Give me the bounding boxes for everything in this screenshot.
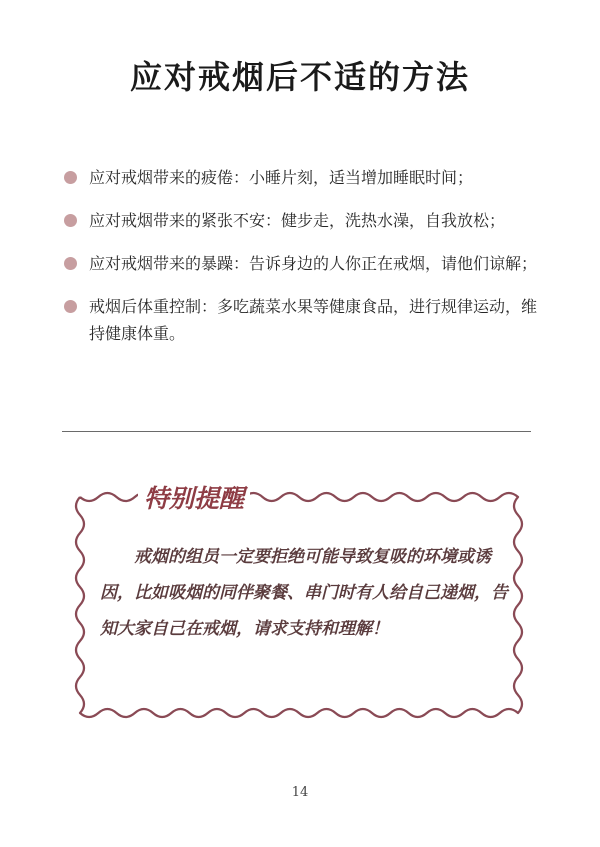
- reminder-body: [100, 539, 510, 647]
- page-number: 14: [291, 785, 309, 800]
- bullet-dot-icon: [64, 214, 77, 227]
- list-item-text: 应对戒烟带来的疲倦：小睡片刻，适当增加睡眠时间；: [89, 168, 474, 187]
- page-title: 应对戒烟后不适的方法: [129, 58, 470, 96]
- tips-list: [64, 164, 544, 363]
- section-divider: [62, 431, 531, 432]
- reminder-title: 特别提醒: [138, 484, 250, 514]
- bullet-dot-icon: [64, 300, 77, 313]
- reminder-text: 戒烟的组员一定要拒绝可能导致复吸的环境或诱因，比如吸烟的同伴聚餐、串门时有人给自己递烟，告知大家自己在戒烟，请求支持和理解！: [100, 547, 508, 639]
- list-item-text: 戒烟后体重控制：多吃蔬菜水果等健康食品，进行规律运动，维持健康体重。: [89, 297, 538, 343]
- list-item: [64, 293, 544, 347]
- list-item-text: 应对戒烟带来的紧张不安：健步走，洗热水澡，自我放松；: [89, 211, 506, 230]
- list-item: [64, 164, 544, 191]
- bullet-dot-icon: [64, 171, 77, 184]
- list-item-text: 应对戒烟带来的暴躁：告诉身边的人你正在戒烟，请他们谅解；: [89, 254, 538, 273]
- list-item: [64, 207, 544, 234]
- bullet-dot-icon: [64, 257, 77, 270]
- list-item: [64, 250, 544, 277]
